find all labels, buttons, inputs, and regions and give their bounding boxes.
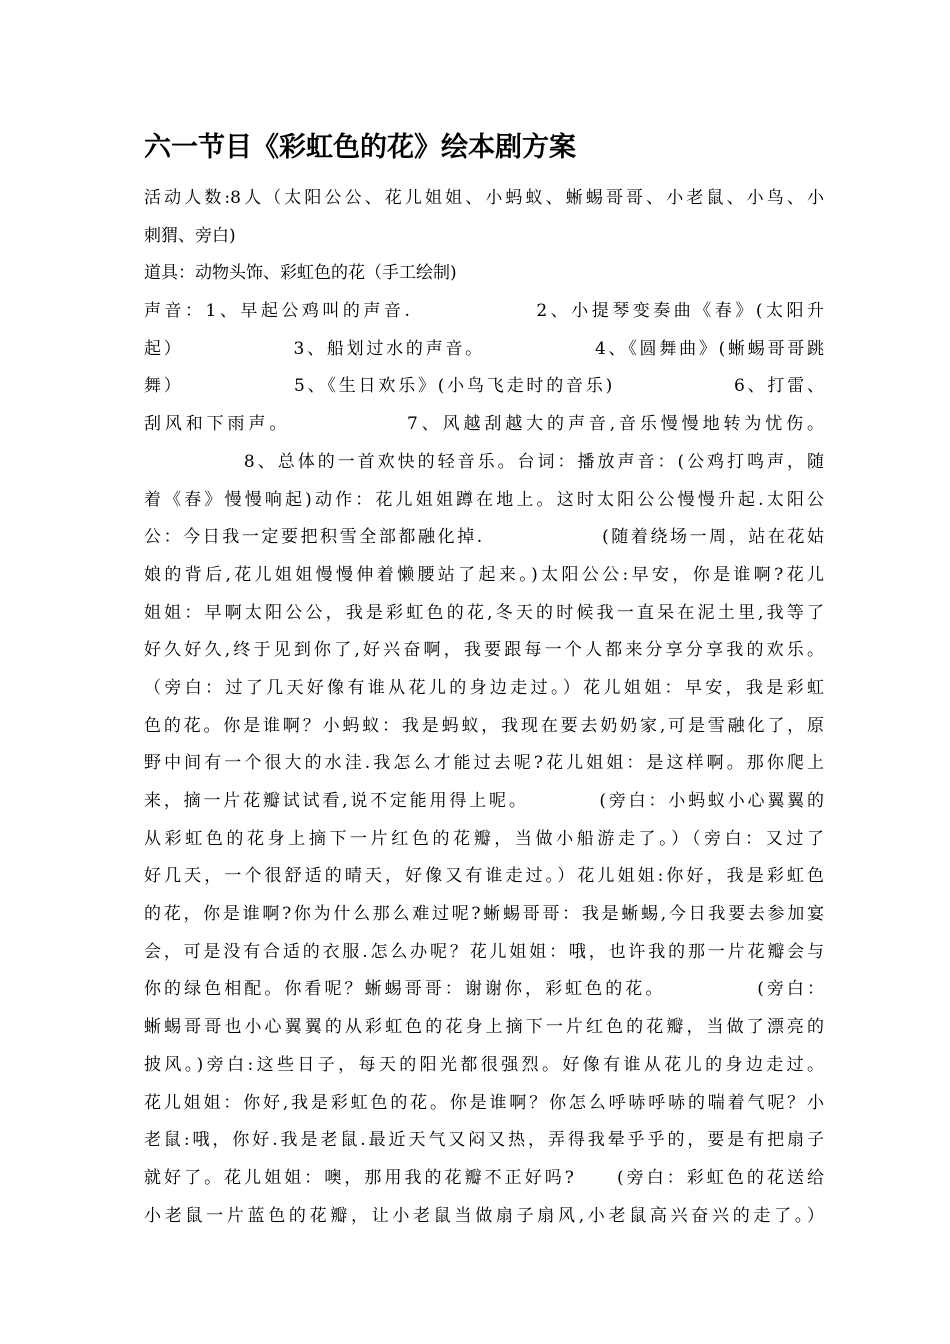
body-line: 娘的背后,花儿姐姐慢慢伸着懒腰站了起来。)太阳公公:早安，你是谁啊?花儿 [144, 564, 824, 585]
body-line: 刮风和下雨声。 7、风越刮越大的声音,音乐慢慢地转为忧伤。 [144, 414, 824, 435]
body-line: （旁白：过了几天好像有谁从花儿的身边走过。）花儿姐姐：早安，我是彩虹 [144, 677, 824, 698]
body-line: 声音：1、早起公鸡叫的声音. 2、小提琴变奏曲《春》(太阳升 [144, 301, 824, 322]
body-line: 道具：动物头饰、彩虹色的花（手工绘制) [144, 263, 457, 284]
body-line: 舞） 5、《生日欢乐》(小鸟飞走时的音乐) 6、打雷、 [144, 376, 824, 397]
body-line: 野中间有一个很大的水洼.我怎么才能过去呢?花儿姐姐：是这样啊。那你爬上 [144, 753, 824, 774]
body-line: 的花，你是谁啊?你为什么那么难过呢?蜥蜴哥哥：我是蜥蜴,今日我要去参加宴 [144, 904, 824, 925]
body-line: 活动人数:8人（太阳公公、花儿姐姐、小蚂蚁、蜥蜴哥哥、小老鼠、小鸟、小 [144, 188, 824, 208]
body-line: 公：今日我一定要把积雪全部都融化掉. (随着绕场一周，站在花姑 [144, 527, 824, 548]
body-line: 姐姐：早啊太阳公公，我是彩虹色的花,冬天的时候我一直呆在泥土里,我等了 [144, 602, 824, 623]
body-line: 就好了。花儿姐姐：噢，那用我的花瓣不正好吗? (旁白：彩虹色的花送给 [144, 1167, 824, 1188]
body-line: 来，摘一片花瓣试试看,说不定能用得上呢。 (旁白：小蚂蚁小心翼翼的 [144, 791, 824, 811]
body-line: 老鼠:哦，你好.我是老鼠.最近天气又闷又热，弄得我晕乎乎的，要是有把扇子 [144, 1130, 824, 1151]
body-line: 蜥蜴哥哥也小心翼翼的从彩虹色的花身上摘下一片红色的花瓣，当做了漂亮的 [144, 1017, 824, 1038]
body-line: 从彩虹色的花身上摘下一片红色的花瓣，当做小船游走了。）（旁白：又过了 [144, 828, 824, 849]
body-line: 小老鼠一片蓝色的花瓣，让小老鼠当做扇子扇风,小老鼠高兴奋兴的走了。） [144, 1205, 824, 1226]
body-line: 刺猬、旁白) [144, 225, 236, 246]
body-line: 好几天，一个很舒适的晴天，好像又有谁走过。）花儿姐姐:你好，我是彩虹色 [144, 866, 824, 887]
document-title: 六一节目《彩虹色的花》绘本剧方案 [144, 132, 576, 163]
document-body [144, 180, 824, 1235]
body-line: 花儿姐姐：你好,我是彩虹色的花。你是谁啊？你怎么呼哧呼哧的喘着气呢？小 [144, 1092, 824, 1113]
body-line: 起） 3、船划过水的声音。 4、《圆舞曲》(蜥蜴哥哥跳 [144, 338, 824, 359]
body-line: 你的绿色相配。你看呢？蜥蜴哥哥：谢谢你，彩虹色的花。 (旁白： [144, 979, 824, 1000]
body-line: 好久好久,终于见到你了,好兴奋啊，我要跟每一个人都来分享分享我的欢乐。 [144, 640, 824, 661]
document-page [144, 128, 824, 1235]
body-line: 着《春》慢慢响起)动作：花儿姐姐蹲在地上。这时太阳公公慢慢升起.太阳公 [144, 489, 824, 510]
body-line: 8、总体的一首欢快的轻音乐。台词：播放声音：(公鸡打鸣声，随 [144, 451, 824, 472]
body-line: 会，可是没有合适的衣服.怎么办呢？花儿姐姐：哦，也许我的那一片花瓣会与 [144, 941, 824, 962]
body-line: 披风。)旁白:这些日子，每天的阳光都很强烈。好像有谁从花儿的身边走过。 [144, 1054, 824, 1075]
body-line: 色的花。你是谁啊？小蚂蚁：我是蚂蚁，我现在要去奶奶家,可是雪融化了，原 [144, 715, 824, 736]
